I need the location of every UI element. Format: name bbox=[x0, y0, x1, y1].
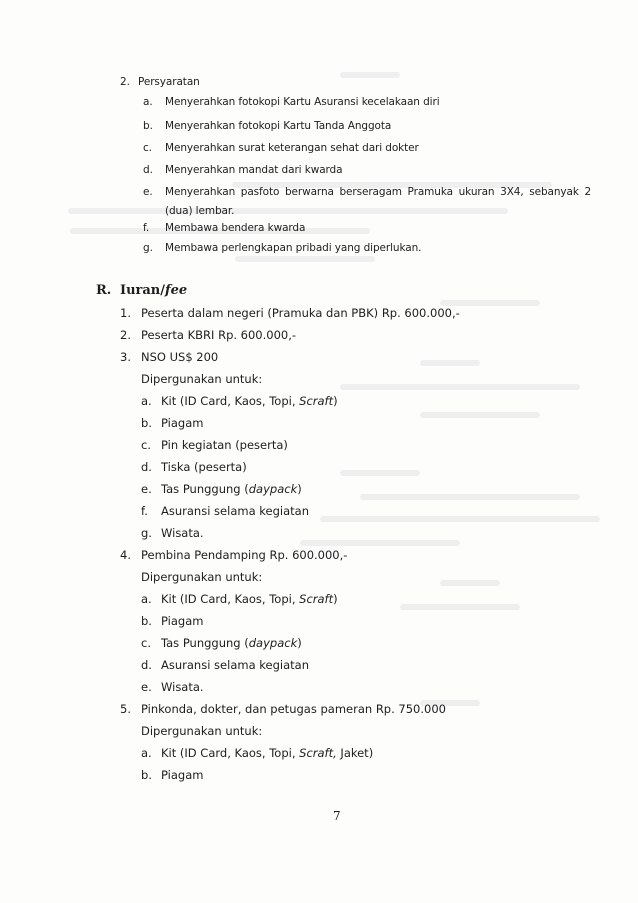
persyaratan-item-text: Membawa perlengkapan pribadi yang diperlukan. bbox=[165, 242, 422, 254]
iuran-marker: R. bbox=[96, 283, 112, 298]
iuran-item-marker: 2. bbox=[120, 328, 131, 342]
persyaratan-item-text: Menyerahkan fotokopi Kartu Tanda Anggota bbox=[165, 120, 392, 132]
use-item-marker: e. bbox=[141, 482, 152, 496]
bleed-through-mark bbox=[420, 412, 540, 418]
bleed-through-mark bbox=[68, 208, 508, 214]
use-item-marker: d. bbox=[141, 460, 152, 474]
iuran-item-text: Peserta dalam negeri (Pramuka dan PBK) Rp. 600.000,- bbox=[141, 306, 460, 320]
use-item-marker: f. bbox=[141, 504, 148, 518]
persyaratan-title: Persyaratan bbox=[138, 76, 200, 88]
bleed-through-mark bbox=[340, 384, 580, 390]
bleed-through-mark bbox=[340, 72, 400, 78]
use-item-text: Piagam bbox=[161, 614, 204, 628]
use-item-text: Asuransi selama kegiatan bbox=[161, 504, 309, 518]
use-item-marker: g. bbox=[141, 526, 152, 540]
dipergunakan-label: Dipergunakan untuk: bbox=[141, 372, 263, 386]
iuran-item-text: Peserta KBRI Rp. 600.000,- bbox=[141, 328, 297, 342]
persyaratan-item-marker: a. bbox=[143, 96, 153, 108]
dipergunakan-label: Dipergunakan untuk: bbox=[141, 570, 263, 584]
iuran-item-marker: 4. bbox=[120, 548, 131, 562]
persyaratan-item-marker: d. bbox=[143, 164, 153, 176]
persyaratan-item-text: Membawa bendera kwarda bbox=[165, 222, 306, 234]
iuran-title: Iuran/ bbox=[120, 283, 166, 298]
persyaratan-item-text: Menyerahkan pasfoto berwarna berseragam Pramuka ukuran 3X4, sebanyak 2 bbox=[165, 186, 592, 198]
use-item-marker: a. bbox=[141, 394, 152, 408]
bleed-through-mark bbox=[420, 360, 480, 366]
iuran-item-marker: 1. bbox=[120, 306, 131, 320]
bleed-through-mark bbox=[440, 580, 500, 586]
persyaratan-marker: 2. bbox=[120, 76, 130, 88]
dipergunakan-label: Dipergunakan untuk: bbox=[141, 724, 263, 738]
use-item-marker: b. bbox=[141, 614, 152, 628]
iuran-title-italic: fee bbox=[165, 283, 188, 298]
bleed-through-mark bbox=[340, 470, 420, 476]
persyaratan-item-text: Menyerahkan fotokopi Kartu Asuransi kecelakaan diri bbox=[165, 96, 440, 108]
use-item-marker: b. bbox=[141, 768, 152, 782]
persyaratan-item-marker: c. bbox=[143, 142, 152, 154]
use-item-text: Kit (ID Card, Kaos, Topi, Scraft, Jaket) bbox=[161, 746, 374, 760]
persyaratan-item-marker: g. bbox=[143, 242, 153, 254]
use-item-text: Piagam bbox=[161, 416, 204, 430]
use-item-text: Asuransi selama kegiatan bbox=[161, 658, 309, 672]
iuran-item-text: NSO US$ 200 bbox=[141, 350, 219, 364]
persyaratan-item-text: Menyerahkan surat keterangan sehat dari dokter bbox=[165, 142, 419, 154]
use-item-marker: b. bbox=[141, 416, 152, 430]
use-item-text: Wisata. bbox=[161, 526, 204, 540]
iuran-item-text: Pinkonda, dokter, dan petugas pameran Rp. 750.000 bbox=[141, 702, 446, 716]
persyaratan-item-marker: e. bbox=[143, 186, 153, 198]
bleed-through-mark bbox=[360, 494, 580, 500]
use-item-marker: c. bbox=[141, 438, 151, 452]
persyaratan-item-text: Menyerahkan mandat dari kwarda bbox=[165, 164, 343, 176]
use-item-marker: a. bbox=[141, 746, 152, 760]
use-item-marker: a. bbox=[141, 592, 152, 606]
persyaratan-item-continuation: (dua) lembar. bbox=[165, 205, 235, 217]
persyaratan-item-marker: f. bbox=[143, 222, 150, 234]
bleed-through-mark bbox=[235, 256, 375, 262]
use-item-text: Pin kegiatan (peserta) bbox=[161, 438, 288, 452]
use-item-text: Kit (ID Card, Kaos, Topi, Scraft) bbox=[161, 592, 338, 606]
page-number: 7 bbox=[333, 809, 341, 823]
use-item-text: Kit (ID Card, Kaos, Topi, Scraft) bbox=[161, 394, 338, 408]
iuran-heading bbox=[120, 283, 187, 299]
bleed-through-mark bbox=[400, 604, 520, 610]
use-item-text: Tas Punggung (daypack) bbox=[161, 482, 302, 496]
use-item-marker: d. bbox=[141, 658, 152, 672]
use-item-marker: e. bbox=[141, 680, 152, 694]
bleed-through-mark bbox=[320, 516, 600, 522]
use-item-marker: c. bbox=[141, 636, 151, 650]
use-item-text: Wisata. bbox=[161, 680, 204, 694]
use-item-text: Piagam bbox=[161, 768, 204, 782]
iuran-item-marker: 3. bbox=[120, 350, 131, 364]
bleed-through-mark bbox=[300, 540, 460, 546]
persyaratan-item-marker: b. bbox=[143, 120, 153, 132]
iuran-item-marker: 5. bbox=[120, 702, 131, 716]
use-item-text: Tiska (peserta) bbox=[161, 460, 247, 474]
iuran-item-text: Pembina Pendamping Rp. 600.000,- bbox=[141, 548, 348, 562]
use-item-text: Tas Punggung (daypack) bbox=[161, 636, 302, 650]
